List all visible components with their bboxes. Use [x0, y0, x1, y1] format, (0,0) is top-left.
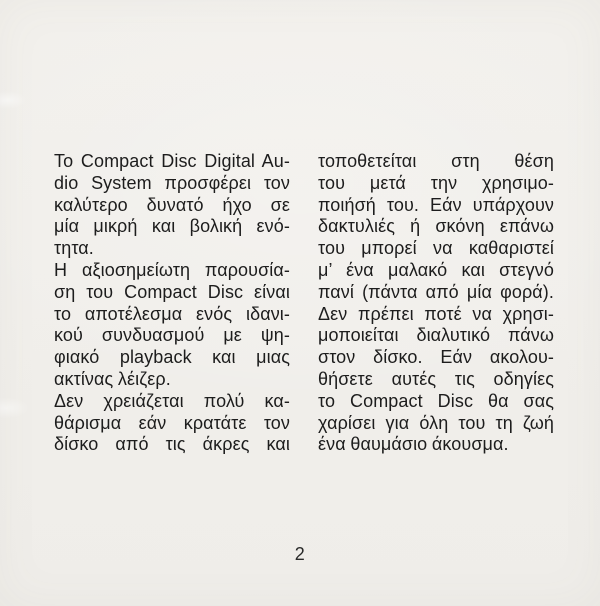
text-column-left: [54, 151, 290, 456]
text-line: τητα.: [54, 238, 94, 259]
text-line: ποιήσή του. Εάν υπάρχουν: [318, 194, 554, 215]
text-line: Δεν πρέπει ποτέ να χρησι-: [318, 303, 554, 324]
page-number: 2: [294, 544, 306, 564]
text-line: θάρισμα εάν κρατάτε τον: [54, 412, 290, 433]
text-line: του μετά την χρησιμο-: [318, 172, 554, 193]
text-line: ση του Compact Disc είναι: [54, 281, 290, 302]
text-line: στον δίσκο. Εάν ακολου-: [318, 347, 554, 368]
text-line: θήσετε αυτές τις οδηγίες: [318, 368, 554, 389]
text-line: Η αξιοσημείωτη παρουσία-: [54, 259, 290, 280]
text-line: πανί (πάντα από μία φορά).: [318, 281, 554, 302]
text-line: Το Compact Disc Digital Au-: [54, 151, 290, 171]
text-line: μοποιείται διαλυτικό πάνω: [318, 325, 554, 346]
text-line: ακτίνας λέιζερ.: [54, 368, 171, 389]
text-line: δακτυλιές ή σκόνη επάνω: [318, 216, 554, 237]
text-line: ένα θαυμάσιο άκουσμα.: [318, 434, 509, 455]
text-line: καλύτερο δυνατό ήχο σε: [54, 194, 290, 215]
text-line: δίσκο από τις άκρες και: [54, 434, 290, 455]
text-line: φιακό playback και μιας: [54, 347, 290, 368]
text-line: κού συνδυασμού με ψη-: [54, 325, 290, 346]
text-line: dio System προσφέρει τον: [54, 172, 290, 193]
text-line: το Compact Disc θα σας: [318, 390, 554, 411]
text-line: χαρίσει για όλη του τη ζωή: [318, 412, 554, 433]
text-line: του μπορεί να καθαριστεί: [318, 238, 554, 259]
text-line: μ’ ένα μαλακό και στεγνό: [318, 259, 554, 280]
text-column-right: [318, 151, 554, 456]
text-line: μία μικρή και βολική ενό-: [54, 216, 290, 237]
text-line: τοποθετείται στη θέση: [318, 151, 554, 171]
text-line: Δεν χρειάζεται πολύ κα-: [54, 390, 290, 411]
text-line: το αποτέλεσμα ενός ιδανι-: [54, 303, 290, 324]
